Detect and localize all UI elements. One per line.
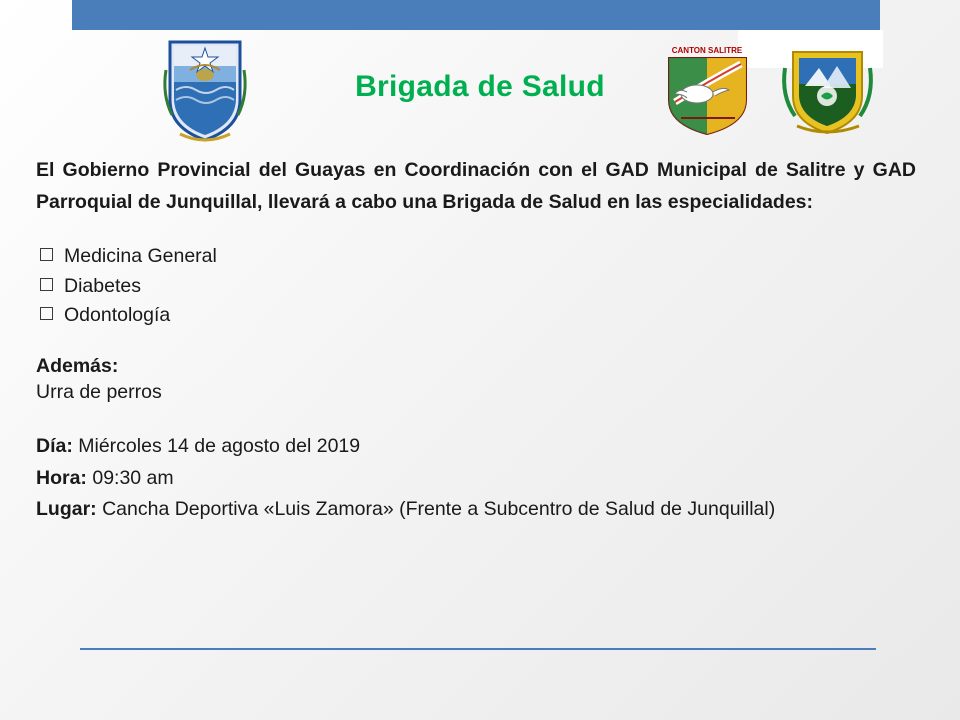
list-item [36, 301, 926, 331]
page-title: Brigada de Salud [355, 70, 605, 103]
detail-value: Cancha Deportiva «Luis Zamora» (Frente a Subcentro de Salud de Junquillal) [102, 498, 776, 521]
list-item [36, 272, 926, 302]
event-details [36, 431, 926, 526]
list-item-label: Medicina General [64, 245, 217, 268]
specialties-list [36, 242, 926, 331]
list-item-label: Odontología [64, 304, 171, 327]
slide-body [36, 155, 926, 526]
detail-row-day [36, 431, 926, 463]
detail-value: 09:30 am [92, 466, 174, 489]
list-item [36, 242, 926, 272]
also-text: Urra de perros [36, 381, 162, 404]
checkbox-bullet-icon [40, 307, 53, 320]
detail-value: Miércoles 14 de agosto del 2019 [78, 435, 361, 458]
checkbox-bullet-icon [40, 248, 53, 261]
checkbox-bullet-icon [40, 278, 53, 291]
intro-paragraph: El Gobierno Provincial del Guayas en Coordinación con el GAD Municipal de Salitre y GAD Parroquial de Junquillal, llevará a cabo una Brigada de Salud en las especialidades: [36, 159, 916, 213]
detail-row-place [36, 494, 886, 526]
detail-label: Hora: [36, 466, 87, 489]
spacer [36, 224, 926, 242]
detail-row-time [36, 463, 926, 495]
detail-label: Día: [36, 435, 73, 458]
svg-text:CANTON SALITRE: CANTON SALITRE [671, 46, 743, 55]
also-label: Además: [36, 355, 119, 378]
footer-divider [80, 648, 876, 650]
detail-label: Lugar: [36, 498, 97, 521]
list-item-label: Diabetes [64, 274, 141, 297]
header-band [72, 0, 880, 30]
